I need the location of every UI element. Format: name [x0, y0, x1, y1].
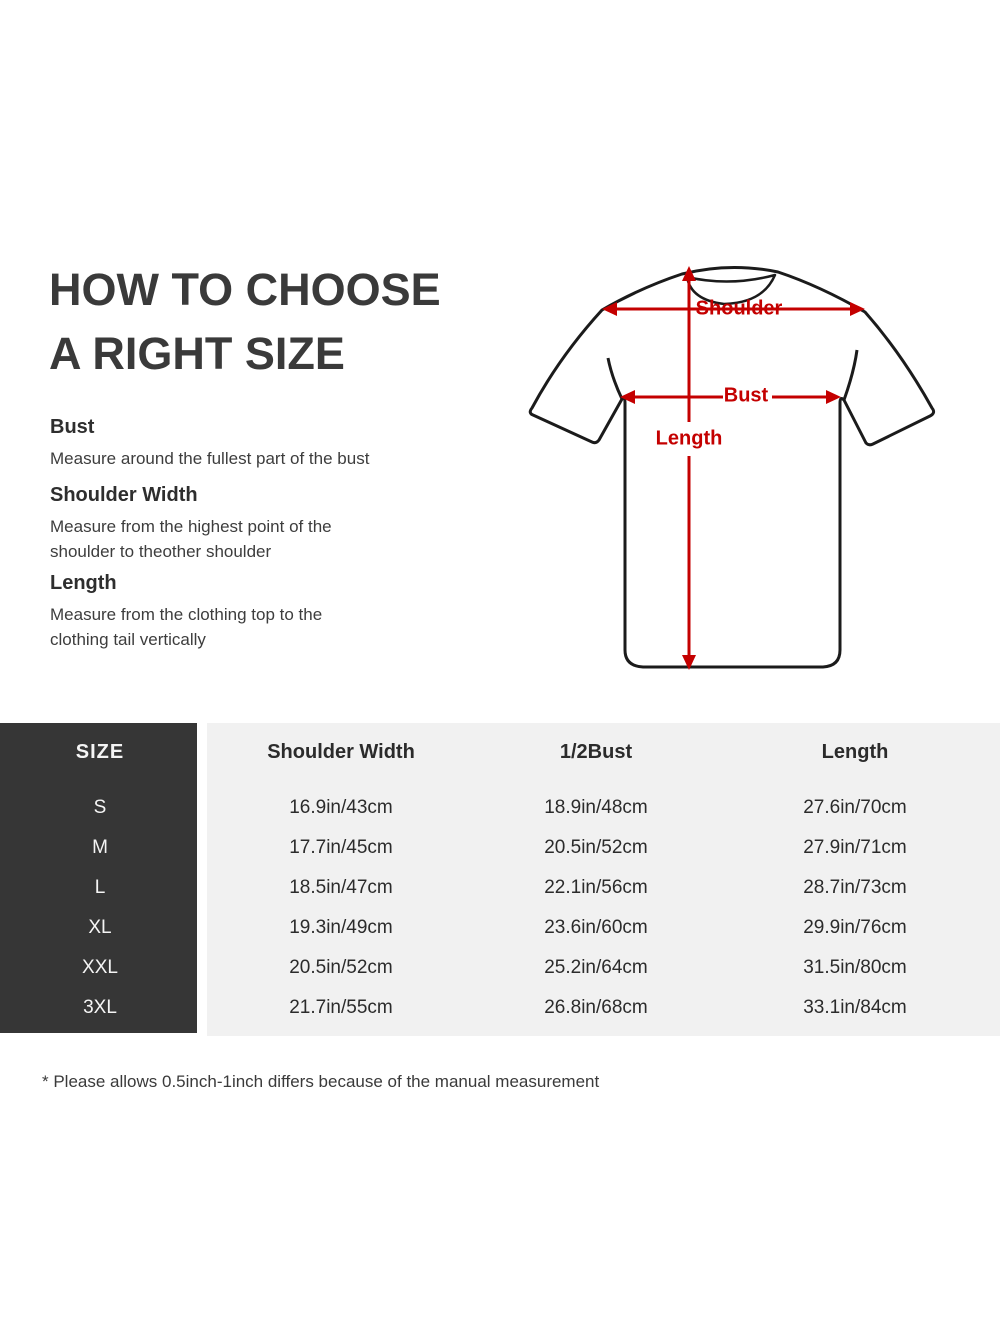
size-cell: 3XL	[83, 997, 117, 1018]
half-bust-cell: 18.9in/48cm	[544, 797, 648, 818]
length-cell: 27.9in/71cm	[803, 837, 907, 858]
length-cell: 33.1in/84cm	[803, 997, 907, 1018]
measurement-disclaimer: * Please allows 0.5inch-1inch differs because of the manual measurement	[42, 1072, 600, 1091]
table-row-xxl	[0, 948, 1000, 988]
half-bust-cell: 20.5in/52cm	[544, 837, 648, 858]
column-header-length: Length	[821, 740, 889, 763]
shoulder-width-cell: 18.5in/47cm	[289, 877, 393, 898]
page-title-line-2: A RIGHT SIZE	[49, 328, 345, 379]
half-bust-cell: 26.8in/68cm	[544, 997, 648, 1018]
shoulder-width-description-line-2: shoulder to theother shoulder	[50, 542, 272, 561]
shoulder-width-heading: Shoulder Width	[50, 484, 198, 506]
shoulder-width-cell: 17.7in/45cm	[289, 837, 393, 858]
shoulder-width-cell: 21.7in/55cm	[289, 997, 393, 1018]
table-row-xl	[0, 908, 1000, 948]
intro-section-length	[50, 572, 480, 652]
size-cell: XXL	[82, 957, 118, 978]
half-bust-cell: 23.6in/60cm	[544, 917, 648, 938]
length-cell: 27.6in/70cm	[803, 797, 907, 818]
shoulder-width-cell: 20.5in/52cm	[289, 957, 393, 978]
table-row-m	[0, 828, 1000, 868]
half-bust-cell: 22.1in/56cm	[544, 877, 648, 898]
length-heading: Length	[50, 572, 117, 594]
length-cell: 28.7in/73cm	[803, 877, 907, 898]
size-table-header-row	[0, 723, 1000, 781]
length-description-line-2: clothing tail vertically	[50, 630, 206, 649]
size-table	[0, 723, 1000, 1036]
length-measure-label: Length	[655, 427, 723, 450]
size-cell: S	[93, 797, 107, 818]
shoulder-measure-label: Shoulder	[695, 297, 783, 320]
intro-section-bust	[50, 416, 480, 471]
shoulder-width-description-line-1: Measure from the highest point of the	[50, 517, 332, 536]
size-cell: L	[94, 877, 106, 898]
bust-description: Measure around the fullest part of the bust	[50, 449, 370, 468]
length-description-line-1: Measure from the clothing top to the	[50, 605, 323, 624]
bust-measure-label: Bust	[723, 384, 769, 407]
size-cell: XL	[88, 917, 112, 938]
table-row-l	[0, 868, 1000, 908]
table-row-3xl	[0, 988, 1000, 1028]
column-header-size: SIZE	[75, 740, 125, 763]
tshirt-outline-path	[530, 267, 933, 667]
half-bust-cell: 25.2in/64cm	[544, 957, 648, 978]
size-cell: M	[92, 837, 108, 858]
bust-heading: Bust	[50, 416, 95, 438]
page-title-line-1: HOW TO CHOOSE	[49, 264, 441, 315]
column-header-shoulder-width: Shoulder Width	[267, 740, 415, 763]
length-cell: 31.5in/80cm	[803, 957, 907, 978]
shoulder-width-cell: 19.3in/49cm	[289, 917, 393, 938]
table-row-s	[0, 788, 1000, 828]
column-header-half-bust: 1/2Bust	[559, 740, 633, 763]
shoulder-width-cell: 16.9in/43cm	[289, 797, 393, 818]
page-title	[49, 258, 441, 386]
length-cell: 29.9in/76cm	[803, 917, 907, 938]
intro-section-shoulder-width	[50, 484, 480, 564]
